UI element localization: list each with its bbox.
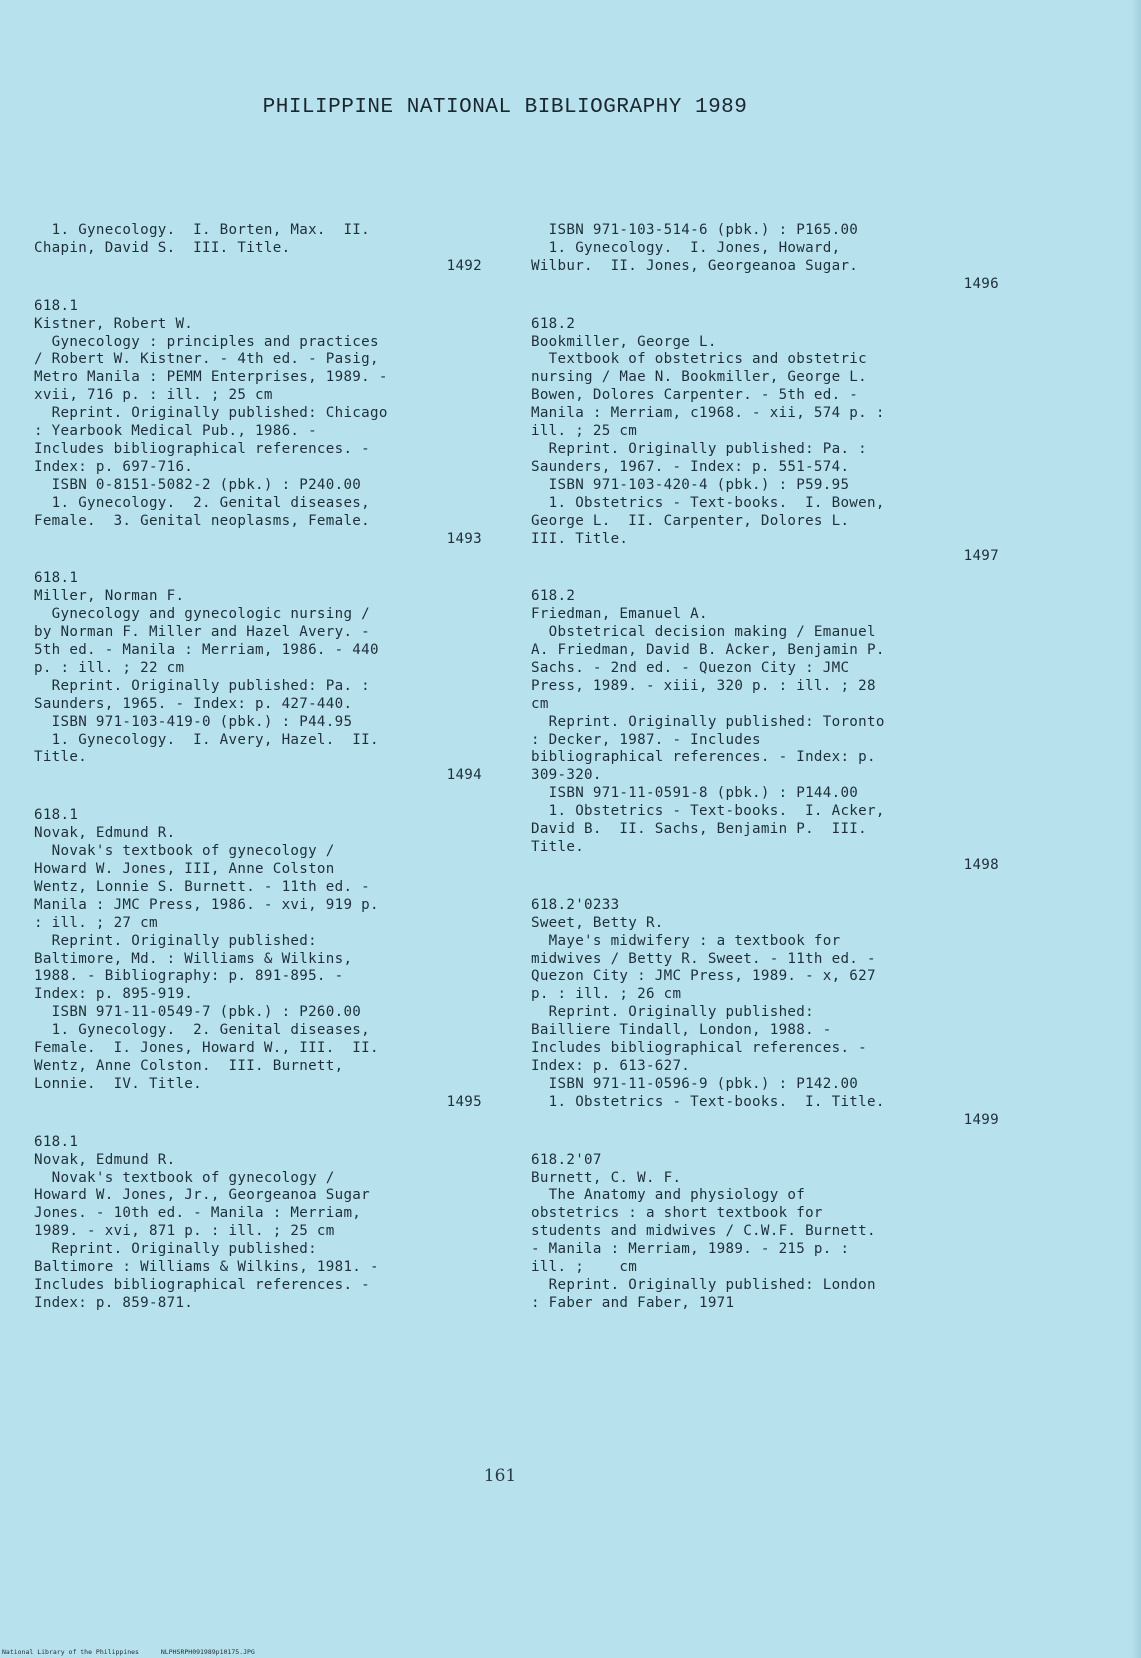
- page-title: PHILIPPINE NATIONAL BIBLIOGRAPHY 1989: [262, 96, 748, 119]
- entry-classification: 618.2: [531, 315, 576, 332]
- entry-line: Wilbur. II. Jones, Georgeanoa Sugar.: [531, 257, 859, 274]
- entry-line: p. : ill. ; 22 cm: [34, 659, 185, 676]
- entry-line: 1. Gynecology. 2. Genital diseases,: [34, 1022, 370, 1039]
- entry-line: cm: [531, 695, 549, 712]
- entry-line: midwives / Betty R. Sweet. - 11th ed. -: [531, 950, 876, 967]
- entry-line: Press, 1989. - xiii, 320 p. : ill. ; 28: [531, 677, 876, 694]
- footer-library: National Library of the Philippines: [2, 1648, 139, 1656]
- entry-line: ISBN 971-103-514-6 (pbk.) : P165.00: [531, 222, 859, 238]
- entry-line: Includes bibliographical references. -: [531, 1040, 867, 1057]
- entry-line: A. Friedman, David B. Acker, Benjamin P.: [531, 642, 885, 659]
- bibliography-entry: [531, 316, 1001, 567]
- entry-line: Burnett, C. W. F.: [531, 1169, 682, 1186]
- entry-line: Kistner, Robert W.: [34, 315, 194, 332]
- entry-line: Wentz, Lonnie S. Burnett. - 11th ed. -: [34, 878, 370, 895]
- entry-line: Reprint. Originally published:: [531, 1004, 814, 1021]
- entry-line: Novak, Edmund R.: [34, 1151, 176, 1168]
- entry-line: Index: p. 895-919.: [34, 986, 194, 1003]
- footer: [2, 1648, 273, 1656]
- entry-line: 309-320.: [531, 767, 602, 784]
- entry-line: Title.: [34, 749, 88, 766]
- entry-line: - Manila : Merriam, 1989. - 215 p. :: [531, 1241, 850, 1258]
- bibliography-entry: [34, 298, 484, 549]
- entry-line: Chapin, David S. III. Title.: [34, 239, 291, 256]
- entry-line: George L. II. Carpenter, Dolores L.: [531, 512, 850, 529]
- entry-line: III. Title.: [531, 530, 629, 547]
- entry-line: Index: p. 613-627.: [531, 1057, 691, 1074]
- entry-line: 1. Gynecology. I. Avery, Hazel. II.: [34, 731, 379, 748]
- entry-line: Reprint. Originally published:: [34, 1241, 317, 1258]
- entry-number: 1495: [446, 1093, 482, 1110]
- entry-line: : Yearbook Medical Pub., 1986. -: [34, 423, 317, 440]
- entry-line: : Faber and Faber, 1971: [531, 1294, 735, 1311]
- entry-classification: 618.1: [34, 570, 79, 587]
- entry-line: Reprint. Originally published:: [34, 932, 317, 949]
- entry-line: Obstetrical decision making / Emanuel: [531, 624, 876, 641]
- entry-line: / Robert W. Kistner. - 4th ed. - Pasig,: [34, 351, 379, 368]
- entry-line: Lonnie. IV. Title.: [34, 1075, 202, 1092]
- entry-line: Novak's textbook of gynecology /: [34, 843, 335, 860]
- entry-line: ISBN 971-11-0596-9 (pbk.) : P142.00: [531, 1075, 859, 1092]
- page-edge-shadow: [1131, 0, 1141, 1658]
- entry-line: ISBN 971-11-0591-8 (pbk.) : P144.00: [531, 785, 859, 802]
- entry-line: Index: p. 859-871.: [34, 1294, 194, 1311]
- entry-line: ISBN 971-11-0549-7 (pbk.) : P260.00: [34, 1004, 362, 1021]
- bibliography-entry: [34, 222, 484, 276]
- entry-line: ISBN 971-103-420-4 (pbk.) : P59.95: [531, 476, 850, 493]
- entry-line: Sachs. - 2nd ed. - Quezon City : JMC: [531, 659, 850, 676]
- bibliography-entry: [531, 897, 1001, 1130]
- entry-line: Miller, Norman F.: [34, 588, 185, 605]
- bibliography-entry: [531, 1152, 1001, 1313]
- entry-line: Jones. - 10th ed. - Manila : Merriam,: [34, 1205, 362, 1222]
- entry-line: Reprint. Originally published: Pa. :: [531, 440, 867, 457]
- entry-line: Textbook of obstetrics and obstetric: [531, 351, 867, 368]
- entry-line: nursing / Mae N. Bookmiller, George L.: [531, 369, 867, 386]
- entry-line: Reprint. Originally published: Pa. :: [34, 677, 370, 694]
- entry-line: Bowen, Dolores Carpenter. - 5th ed. -: [531, 387, 859, 404]
- left-column: [34, 222, 484, 1313]
- entry-line: Female. I. Jones, Howard W., III. II.: [34, 1040, 379, 1057]
- entry-line: Gynecology and gynecologic nursing /: [34, 606, 370, 623]
- entry-line: Reprint. Originally published: Chicago: [34, 405, 388, 422]
- entry-line: p. : ill. ; 26 cm: [531, 986, 682, 1003]
- entry-classification: 618.2: [531, 588, 576, 605]
- bibliography-entry: [531, 222, 1001, 294]
- entry-line: 1988. - Bibliography: p. 891-895. -: [34, 968, 344, 985]
- entry-line: Reprint. Originally published: Toronto: [531, 713, 885, 730]
- entry-line: 5th ed. - Manila : Merriam, 1986. - 440: [34, 642, 379, 659]
- entry-number: 1499: [963, 1111, 999, 1128]
- entry-line: Includes bibliographical references. -: [34, 1276, 370, 1293]
- entry-classification: 618.1: [34, 807, 79, 824]
- entry-line: Reprint. Originally published: London: [531, 1276, 876, 1293]
- entry-line: bibliographical references. - Index: p.: [531, 749, 876, 766]
- entry-line: Bookmiller, George L.: [531, 333, 717, 350]
- entry-line: Manila : Merriam, c1968. - xii, 574 p. :: [531, 405, 885, 422]
- entry-line: Title.: [531, 839, 585, 855]
- entry-line: obstetrics : a short textbook for: [531, 1205, 823, 1222]
- entry-line: ill. ; cm: [531, 1259, 638, 1276]
- right-column: [531, 222, 1001, 1313]
- entry-line: 1. Obstetrics - Text-books. I. Title.: [531, 1093, 885, 1110]
- entry-line: 1989. - xvi, 871 p. : ill. ; 25 cm: [34, 1223, 335, 1240]
- entry-line: ill. ; 25 cm: [531, 423, 638, 440]
- entry-line: Quezon City : JMC Press, 1989. - x, 627: [531, 968, 876, 985]
- entry-line: ISBN 0-8151-5082-2 (pbk.) : P240.00: [34, 476, 362, 493]
- entry-line: Baltimore : Williams & Wilkins, 1981. -: [34, 1259, 379, 1276]
- entry-line: xvii, 716 p. : ill. ; 25 cm: [34, 387, 273, 404]
- entry-line: Friedman, Emanuel A.: [531, 606, 708, 623]
- entry-line: 1. Gynecology. I. Borten, Max. II.: [34, 222, 370, 238]
- entry-number: 1493: [446, 530, 482, 547]
- entry-classification: 618.1: [34, 297, 79, 314]
- entry-classification: 618.1: [34, 1133, 79, 1150]
- entry-line: : Decker, 1987. - Includes: [531, 731, 761, 748]
- entry-line: Saunders, 1967. - Index: p. 551-574.: [531, 458, 850, 475]
- entry-line: Novak, Edmund R.: [34, 825, 176, 842]
- entry-line: : ill. ; 27 cm: [34, 914, 158, 931]
- bibliography-entry: [34, 807, 484, 1111]
- entry-line: Novak's textbook of gynecology /: [34, 1169, 335, 1186]
- entry-line: Sweet, Betty R.: [531, 914, 664, 931]
- entry-classification: 618.2'07: [531, 1151, 602, 1168]
- entry-line: David B. II. Sachs, Benjamin P. III.: [531, 821, 867, 838]
- entry-line: Includes bibliographical references. -: [34, 440, 370, 457]
- entry-number: 1496: [963, 275, 999, 292]
- entry-line: students and midwives / C.W.F. Burnett.: [531, 1223, 876, 1240]
- entry-line: 1. Gynecology. I. Jones, Howard,: [531, 239, 841, 256]
- entry-line: The Anatomy and physiology of: [531, 1187, 806, 1204]
- entry-number: 1492: [446, 257, 482, 274]
- entry-line: Metro Manila : PEMM Enterprises, 1989. -: [34, 369, 388, 386]
- entry-line: Maye's midwifery : a textbook for: [531, 932, 841, 949]
- bibliography-entry: [531, 588, 1001, 875]
- entry-line: Baltimore, Md. : Williams & Wilkins,: [34, 950, 353, 967]
- entry-line: Saunders, 1965. - Index: p. 427-440.: [34, 695, 353, 712]
- entry-line: Gynecology : principles and practices: [34, 333, 379, 350]
- page-number: 161: [483, 1466, 517, 1486]
- entry-line: Howard W. Jones, Jr., Georgeanoa Sugar: [34, 1187, 370, 1204]
- entry-line: Bailliere Tindall, London, 1988. -: [531, 1022, 832, 1039]
- entry-number: 1494: [446, 767, 482, 784]
- bibliography-entry: [34, 1134, 484, 1313]
- entry-line: 1. Gynecology. 2. Genital diseases,: [34, 494, 370, 511]
- entry-line: Howard W. Jones, III, Anne Colston: [34, 861, 335, 877]
- entry-line: Wentz, Anne Colston. III. Burnett,: [34, 1057, 344, 1074]
- entry-line: by Norman F. Miller and Hazel Avery. -: [34, 624, 370, 641]
- entry-line: Manila : JMC Press, 1986. - xvi, 919 p.: [34, 896, 379, 913]
- bibliography-entry: [34, 570, 484, 785]
- footer-file: NLPHSRPH091989p10175.JPG: [160, 1648, 255, 1656]
- entry-classification: 618.2'0233: [531, 896, 620, 913]
- entry-number: 1498: [963, 856, 999, 873]
- entry-line: Female. 3. Genital neoplasms, Female.: [34, 512, 370, 529]
- entry-line: ISBN 971-103-419-0 (pbk.) : P44.95: [34, 713, 353, 730]
- entry-line: 1. Obstetrics - Text-books. I. Bowen,: [531, 494, 885, 511]
- entry-line: 1. Obstetrics - Text-books. I. Acker,: [531, 803, 885, 820]
- entry-number: 1497: [963, 548, 999, 565]
- entry-line: Index: p. 697-716.: [34, 458, 194, 475]
